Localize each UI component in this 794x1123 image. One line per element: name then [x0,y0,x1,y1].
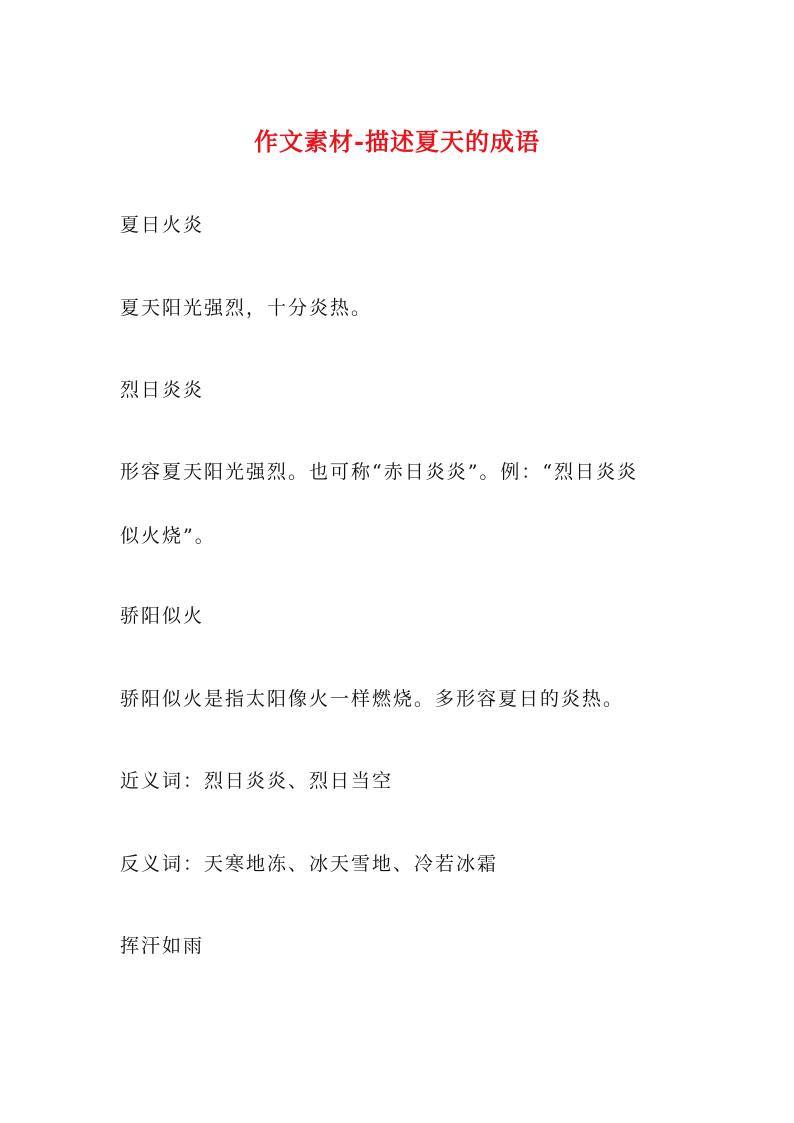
idiom-heading-3: 骄阳似火 [120,605,205,627]
idiom-heading-1: 夏日火炎 [120,214,205,236]
synonyms-line: 近义词：烈日炎炎、烈日当空 [120,770,394,792]
idiom-definition-3: 骄阳似火是指太阳像火一样燃烧。多形容夏日的炎热。 [120,688,625,710]
document-title: 作文素材-描述夏天的成语 [254,127,540,156]
antonyms-line: 反义词：天寒地冻、冰天雪地、冷若冰霜 [120,853,499,875]
idiom-definition-2-line-1: 形容夏天阳光强烈。也可称“赤日炎炎”。例：“烈日炎炎 [120,461,639,483]
idiom-heading-4: 挥汗如雨 [120,935,205,957]
idiom-definition-1: 夏天阳光强烈，十分炎热。 [120,297,373,319]
idiom-definition-2-line-2: 似火烧”。 [120,525,216,547]
idiom-heading-2: 烈日炎炎 [120,379,205,401]
